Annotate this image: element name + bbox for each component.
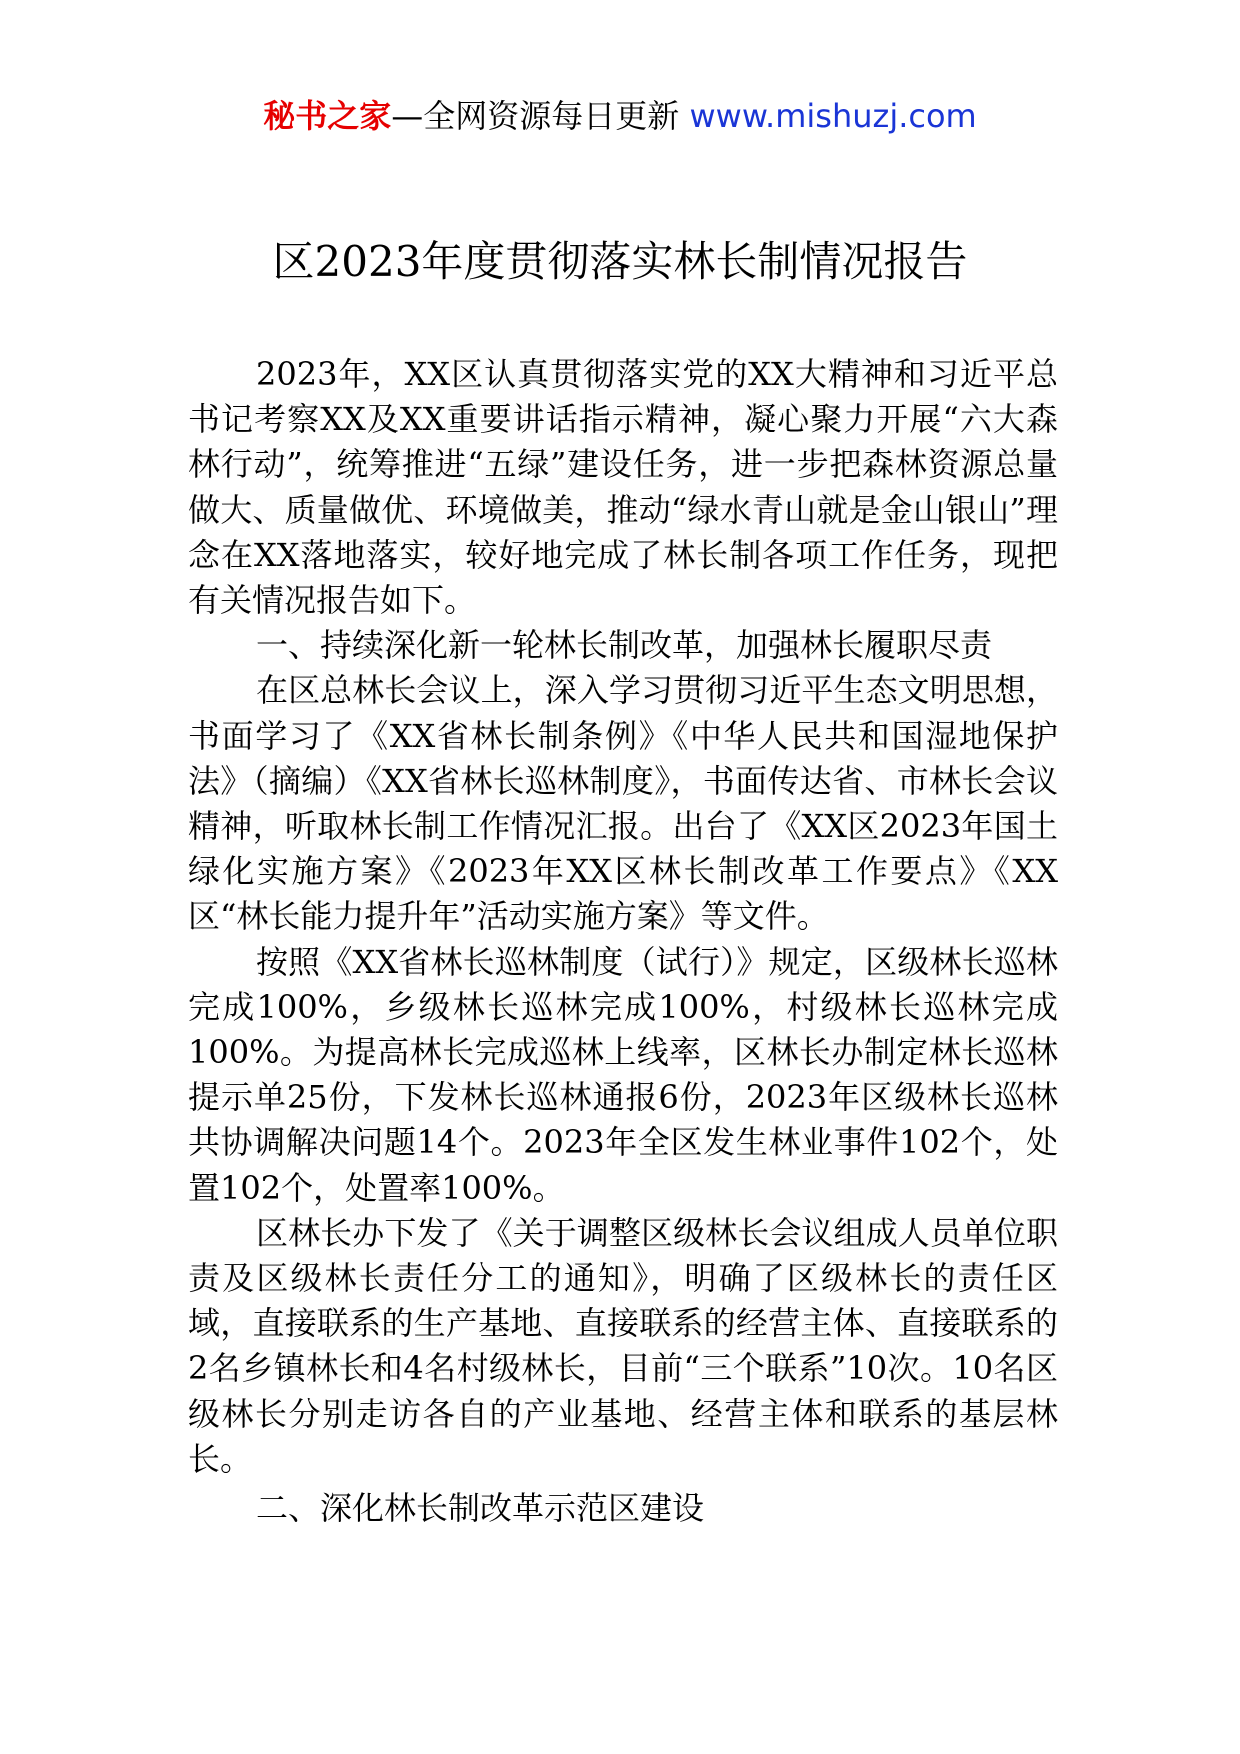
body-paragraph: 区林长办下发了《关于调整区级林长会议组成人员单位职责及区级林长责任分工的通知》，明确了区级林长的责任区域，直接联系的生产基地、直接联系的经营主体、直接联系的2名乡镇林长和4名村级林长，目前“三个联系”10次。10名区级林长分别走访各自的产业基地、经营主体和联系的基层林长。	[188, 1213, 1058, 1478]
intro-paragraph: 2023年，XX区认真贯彻落实党的XX大精神和习近平总书记考察XX及XX重要讲话指示精神，凝心聚力开展“六大森林行动”，统筹推进“五绿”建设任务，进一步把森林资源总量做大、质量做优、环境做美，推动“绿水青山就是金山银山”理念在XX落地落实，较好地完成了林长制各项工作任务，现把有关情况报告如下。	[188, 355, 1058, 620]
document-body	[188, 352, 1058, 1531]
site-url-link[interactable]: www.mishuzj.com	[689, 97, 977, 135]
document-title: 区2023年度贯彻落实林长制情况报告	[272, 237, 968, 286]
site-brand: 秘书之家	[263, 97, 392, 135]
body-paragraph: 按照《XX省林长巡林制度（试行）》规定，区级林长巡林完成100%，乡级林长巡林完成100%，村级林长巡林完成100%。为提高林长完成巡林上线率，区林长办制定林长巡林提示单25份，下发林长巡林通报6份，2023年区级林长巡林共协调解决问题14个。2023年全区发生林业事件102个，处置102个，处置率100%。	[188, 942, 1058, 1207]
body-paragraph: 在区总林长会议上，深入学习贯彻习近平生态文明思想，书面学习了《XX省林长制条例》《中华人民共和国湿地保护法》（摘编）《XX省林长巡林制度》，书面传达省、市林长会议精神，听取林长制工作情况汇报。出台了《XX区2023年国土绿化实施方案》《2023年XX区林长制改革工作要点》《XX区“林长能力提升年”活动实施方案》等文件。	[188, 671, 1058, 936]
site-tagline: —全网资源每日更新	[391, 97, 680, 135]
section-heading-1: 一、持续深化新一轮林长制改革，加强林长履职尽责	[256, 626, 993, 665]
site-header	[0, 96, 1240, 136]
section-heading-2: 二、深化林长制改革示范区建设	[256, 1489, 705, 1528]
